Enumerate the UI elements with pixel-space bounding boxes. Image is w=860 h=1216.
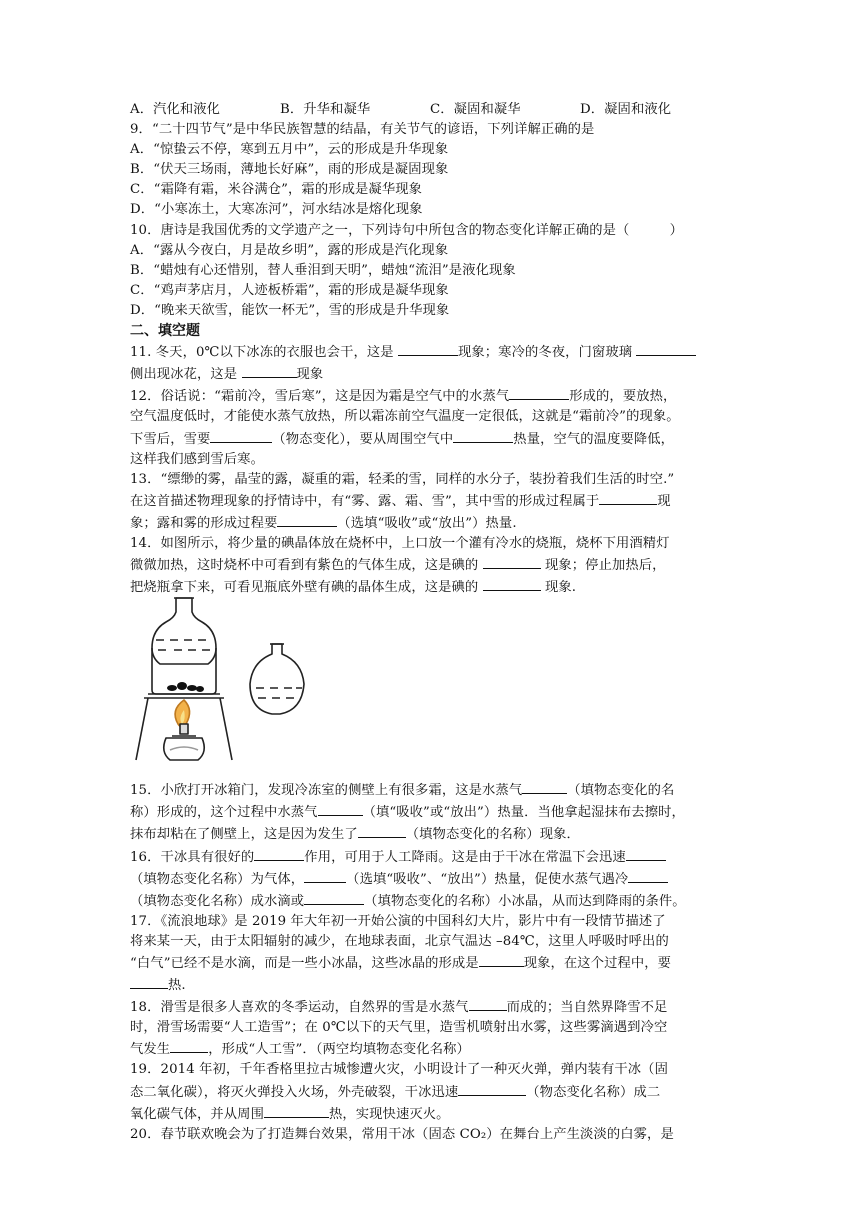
q14-line-2 — [130, 554, 730, 576]
q18-line-1 — [130, 996, 730, 1018]
answer-blank[interactable] — [130, 974, 168, 989]
answer-blank[interactable] — [242, 363, 297, 378]
answer-blank[interactable] — [398, 341, 458, 356]
q16-text: （填物态变化的名称）小冰晶，从而达到降雨的条件。 — [364, 893, 686, 909]
q10-option-d: D．“晚来天欲雪，能饮一杯无”，雪的形成是升华现象 — [130, 302, 450, 318]
answer-blank[interactable] — [636, 341, 696, 356]
q16-line-1 — [130, 846, 730, 868]
q10-option-a: A．“露从今夜白，月是故乡明”，露的形成是汽化现象 — [130, 242, 449, 258]
q19-line-3 — [130, 1103, 730, 1125]
answer-blank[interactable] — [628, 868, 668, 883]
q15-line-1 — [130, 779, 730, 801]
flask-with-cold-water — [152, 598, 216, 664]
q17-text: “白气”已经不是水滴，而是一些小冰晶，这些冰晶的形成是 — [130, 956, 479, 971]
q15-text: 称）形成的，这个过程中水蒸气 — [130, 805, 318, 821]
answer-blank[interactable] — [318, 801, 363, 816]
q11-text: 侧出现冰花，这是 — [130, 367, 242, 383]
q17-line-4 — [130, 974, 730, 996]
alcohol-lamp — [164, 724, 205, 760]
answer-blank[interactable] — [599, 490, 657, 505]
iodine-apparatus-figure — [130, 592, 350, 764]
q14-text: 现象. — [540, 580, 577, 596]
answer-blank[interactable] — [469, 996, 507, 1011]
answer-blank[interactable] — [483, 554, 541, 569]
removed-flask — [250, 644, 304, 714]
q20-line-1: 20．春节联欢晚会为了打造舞台效果，常用干冰（固态 CO₂）在舞台上产生淡淡的白雾，是 — [130, 1126, 674, 1142]
answer-blank[interactable] — [358, 823, 406, 838]
q9-option-d: D．“小寒冻土，大寒冻河”，河水结冰是熔化现象 — [130, 202, 423, 218]
answer-blank[interactable] — [210, 428, 272, 443]
q11-text: 11. 冬天，0℃以下冰冻的衣服也会干，这是 — [130, 345, 398, 361]
q16-text: 作用，可用于人工降雨。这是由于干冰在常温下会迅速 — [304, 849, 626, 865]
q15-text: （填“吸收”或“放出”）热量．当他拿起湿抹布去擦时， — [362, 805, 685, 821]
q15-text: 抹布却粘在了侧壁上，这是因为发生了 — [130, 827, 358, 843]
q16-text: （选填“吸收”、“放出”）热量，促使水蒸气遇冷 — [346, 871, 629, 887]
q18-line-2: 时，滑雪场需要“人工造雪”；在 0℃以下的天气里，造雪机喷射出水雾，这些雾滴遇到冷空 — [130, 1020, 668, 1036]
q14-text: 微微加热，这时烧杯中可看到有紫色的气体生成，这是碘的 — [130, 558, 483, 574]
answer-blank[interactable] — [170, 1038, 208, 1053]
q16-text: （填物态变化名称）为气体， — [130, 871, 305, 887]
q15-line-2 — [130, 801, 730, 823]
q15-text: 15．小欣打开冰箱门，发现冷冻室的侧壁上有很多霜，这是水蒸气 — [130, 783, 523, 799]
q12-text: 热量，空气的温度要降低， — [513, 431, 675, 447]
q12-text: 形成的，要放热， — [569, 389, 677, 405]
answer-blank[interactable] — [509, 385, 569, 400]
q19-text: 氧化碳气体，并从周围 — [130, 1106, 264, 1122]
q8-option-b: B．升华和凝华 — [280, 102, 371, 117]
q14-line-1: 14．如图所示，将少量的碘晶体放在烧杯中，上口放一个灌有冷水的烧瓶，烧杯下用酒精灯 — [130, 535, 670, 551]
answer-blank[interactable] — [483, 576, 541, 591]
q10-option-c: C．“鸡声茅店月，人迹板桥霜”，霜的形成是凝华现象 — [130, 282, 449, 298]
answer-blank[interactable] — [277, 512, 337, 527]
q18-text: 而成的；当自然界降雪不足 — [506, 1000, 668, 1016]
q18-line-3 — [130, 1038, 730, 1060]
q11-line-1 — [130, 341, 730, 363]
q13-text: 现 — [657, 493, 671, 509]
q8-option-c: C．凝固和凝华 — [430, 102, 521, 117]
q12-line-3 — [130, 428, 730, 450]
answer-blank[interactable] — [458, 1081, 526, 1096]
beaker — [144, 648, 224, 698]
section-heading-fill-in: 二、填空题 — [130, 323, 200, 340]
q8-options — [130, 100, 730, 120]
q19-text: 热，实现快速灭火。 — [328, 1106, 450, 1122]
answer-blank[interactable] — [254, 846, 304, 861]
q13-text: 在这首描述物理现象的抒情诗中，有“雾、露、霜、雪”，其中雪的形成过程属于 — [130, 493, 600, 509]
q14-text: 现象；停止加热后， — [540, 558, 666, 574]
q19-line-2 — [130, 1081, 730, 1103]
q12-line-1 — [130, 385, 730, 407]
q14-text: 把烧瓶拿下来，可看见瓶底外壁有碘的晶体生成，这是碘的 — [130, 580, 483, 596]
q9-stem: 9．“二十四节气”是中华民族智慧的结晶，有关节气的谚语，下列详解正确的是 — [130, 122, 595, 138]
q12-line-4: 这样我们感到雪后寒。 — [130, 451, 264, 467]
q12-text: （物态变化），要从周围空气中 — [272, 431, 454, 447]
q17-line-2: 将来某一天，由于太阳辐射的减少，在地球表面，北京气温达 –84℃，这里人呼吸时呼出的 — [130, 933, 669, 949]
answer-blank[interactable] — [522, 779, 567, 794]
q18-text: 18．滑雪是很多人喜欢的冬季运动，自然界的雪是水蒸气 — [130, 1000, 469, 1016]
q17-text: 现象，在这个过程中，要 — [523, 956, 672, 971]
q9-option-b: B．“伏天三场雨，薄地长好麻”，雨的形成是凝固现象 — [130, 162, 449, 178]
q9-option-a: A．“惊蛰云不停，寒到五月中”，云的形成是升华现象 — [130, 142, 449, 158]
q16-text: 16．干冰具有很好的 — [130, 849, 255, 865]
q16-line-2 — [130, 868, 730, 890]
q15-text: （填物态变化的名 — [567, 783, 675, 799]
q11-text: 现象；寒冷的冬夜，门窗玻璃 — [457, 345, 637, 361]
q9-option-c: C．“霜降有霜，米谷满仓”，霜的形成是凝华现象 — [130, 182, 423, 198]
q17-text: 热. — [168, 978, 186, 994]
q19-text: 态二氧化碳），将灭火弹投入火场，外壳破裂，干冰迅速 — [130, 1084, 459, 1100]
q12-text: 下雪后，雪要 — [130, 431, 211, 447]
answer-blank[interactable] — [264, 1103, 329, 1118]
answer-blank[interactable] — [626, 846, 666, 861]
q16-line-3 — [130, 890, 730, 912]
q15-line-3 — [130, 823, 730, 845]
q11-text: 现象 — [296, 367, 324, 383]
q19-text: （物态变化名称）成二 — [526, 1084, 661, 1100]
answer-blank[interactable] — [453, 428, 513, 443]
iodine-crystals — [167, 682, 204, 692]
q17-line-3 — [130, 952, 730, 974]
q10-option-b: B．“蜡烛有心还惜别，替人垂泪到天明”，蜡烛“流泪”是液化现象 — [130, 262, 516, 278]
q13-text: 象；露和雾的形成过程要 — [130, 515, 278, 531]
q13-line-1: 13．“缥缈的雾，晶莹的露，凝重的霜，轻柔的雪，同样的水分子，装扮着我们生活的时空.” — [130, 471, 675, 487]
q18-text: ，形成“人工雪”．（两空均填物态变化名称） — [208, 1042, 470, 1058]
q10-stem: 10．唐诗是我国优秀的文学遗产之一，下列诗句中所包含的物态变化详解正确的是（ ） — [130, 222, 683, 238]
answer-blank[interactable] — [304, 890, 364, 905]
q11-line-2 — [130, 363, 730, 385]
q12-text: 12．俗话说：“霜前冷，雪后寒”，这是因为霜是空气中的水蒸气 — [130, 389, 510, 405]
q19-line-1: 19．2014 年初，千年香格里拉古城惨遭火灾，小明设计了一种灭火弹，弹内装有干冰（固 — [130, 1062, 668, 1078]
alcohol-lamp-flame — [175, 700, 189, 727]
answer-blank[interactable] — [479, 952, 524, 967]
q16-text: （填物态变化名称）成水滴或 — [130, 893, 305, 909]
q18-text: 气发生 — [130, 1042, 171, 1058]
q12-line-2: 空气温度低时，才能使水蒸气放热，所以霜冻前空气温度一定很低，这就是“霜前冷”的现象。 — [130, 409, 680, 425]
q13-line-3 — [130, 512, 730, 534]
q8-option-a: A．汽化和液化 — [130, 102, 221, 117]
q15-text: （填物态变化的名称）现象． — [405, 827, 580, 843]
q8-option-d: D．凝固和液化 — [580, 102, 672, 117]
answer-blank[interactable] — [304, 868, 346, 883]
q17-line-1: 17．《流浪地球》是 2019 年大年初一开始公演的中国科幻大片，影片中有一段情节描述了 — [130, 913, 666, 929]
q13-text: （选填“吸收”或“放出”）热量. — [337, 515, 517, 531]
q13-line-2 — [130, 490, 730, 512]
